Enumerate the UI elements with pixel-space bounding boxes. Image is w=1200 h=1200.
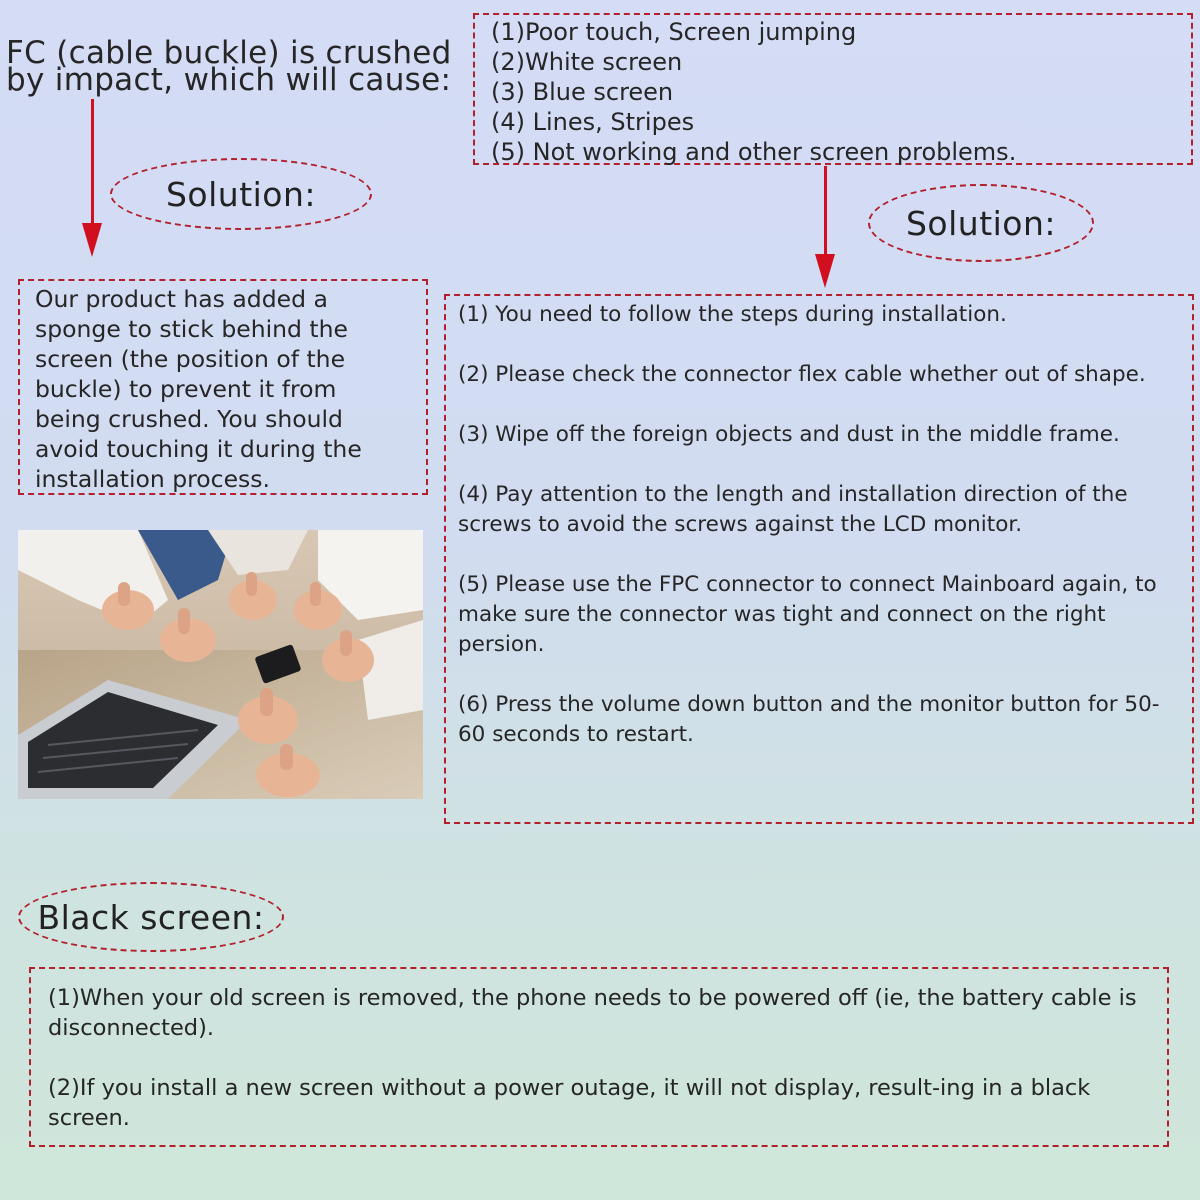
problem-item: (5) Not working and other screen problems. <box>491 138 1017 166</box>
problem-item: (1)Poor touch, Screen jumping <box>491 18 857 46</box>
solution-label-left: Solution: <box>110 158 372 230</box>
sponge-line: avoid touching it during the <box>35 435 362 463</box>
thumbs-up-photo <box>18 530 423 799</box>
thumbs-up-illustration <box>18 530 423 799</box>
solution-steps-box <box>444 294 1194 824</box>
step-item: (2) Please check the connector flex cable whether out of shape. <box>458 362 1146 387</box>
down-arrow-icon <box>815 254 835 288</box>
sponge-line: installation process. <box>35 465 270 493</box>
sponge-line: Our product has added a <box>35 285 328 313</box>
sponge-line: being crushed. You should <box>35 405 343 433</box>
step-item: (6) Press the volume down button and the monitor button for 50-60 seconds to restart. <box>458 692 1160 747</box>
sponge-line: sponge to stick behind the <box>35 315 348 343</box>
left-arrow-shaft <box>91 99 94 225</box>
problems-box <box>473 13 1193 165</box>
step-item: (1) You need to follow the steps during installation. <box>458 302 1007 327</box>
step-item: (4) Pay attention to the length and installation direction of the screws to avoid the screws against the LCD monitor. <box>458 482 1128 537</box>
step-item: (5) Please use the FPC connector to connect Mainboard again, to make sure the connector was tight and connect on the right persion. <box>458 572 1157 657</box>
intro-line-1: FC (cable buckle) is crushed <box>6 35 452 71</box>
sponge-line: buckle) to prevent it from <box>35 375 337 403</box>
step-item: (3) Wipe off the foreign objects and dust in the middle frame. <box>458 422 1120 447</box>
black-screen-label: Black screen: <box>18 882 284 952</box>
problem-item: (3) Blue screen <box>491 78 674 106</box>
problem-item: (4) Lines, Stripes <box>491 108 695 136</box>
sponge-explanation-box <box>18 279 428 495</box>
intro-heading <box>6 35 476 98</box>
sponge-line: screen (the position of the <box>35 345 346 373</box>
black-screen-item: (1)When your old screen is removed, the phone needs to be powered off (ie, the battery cable is disconnected). <box>48 985 1137 1041</box>
black-screen-item: (2)If you install a new screen without a power outage, it will not display, result-ing in a black screen. <box>48 1075 1091 1131</box>
black-screen-box <box>29 967 1169 1147</box>
down-arrow-icon <box>82 223 102 257</box>
problem-item: (2)White screen <box>491 48 683 76</box>
intro-line-2: by impact, which will cause: <box>6 62 452 98</box>
right-arrow-shaft <box>824 166 827 256</box>
solution-label-right: Solution: <box>868 184 1094 262</box>
